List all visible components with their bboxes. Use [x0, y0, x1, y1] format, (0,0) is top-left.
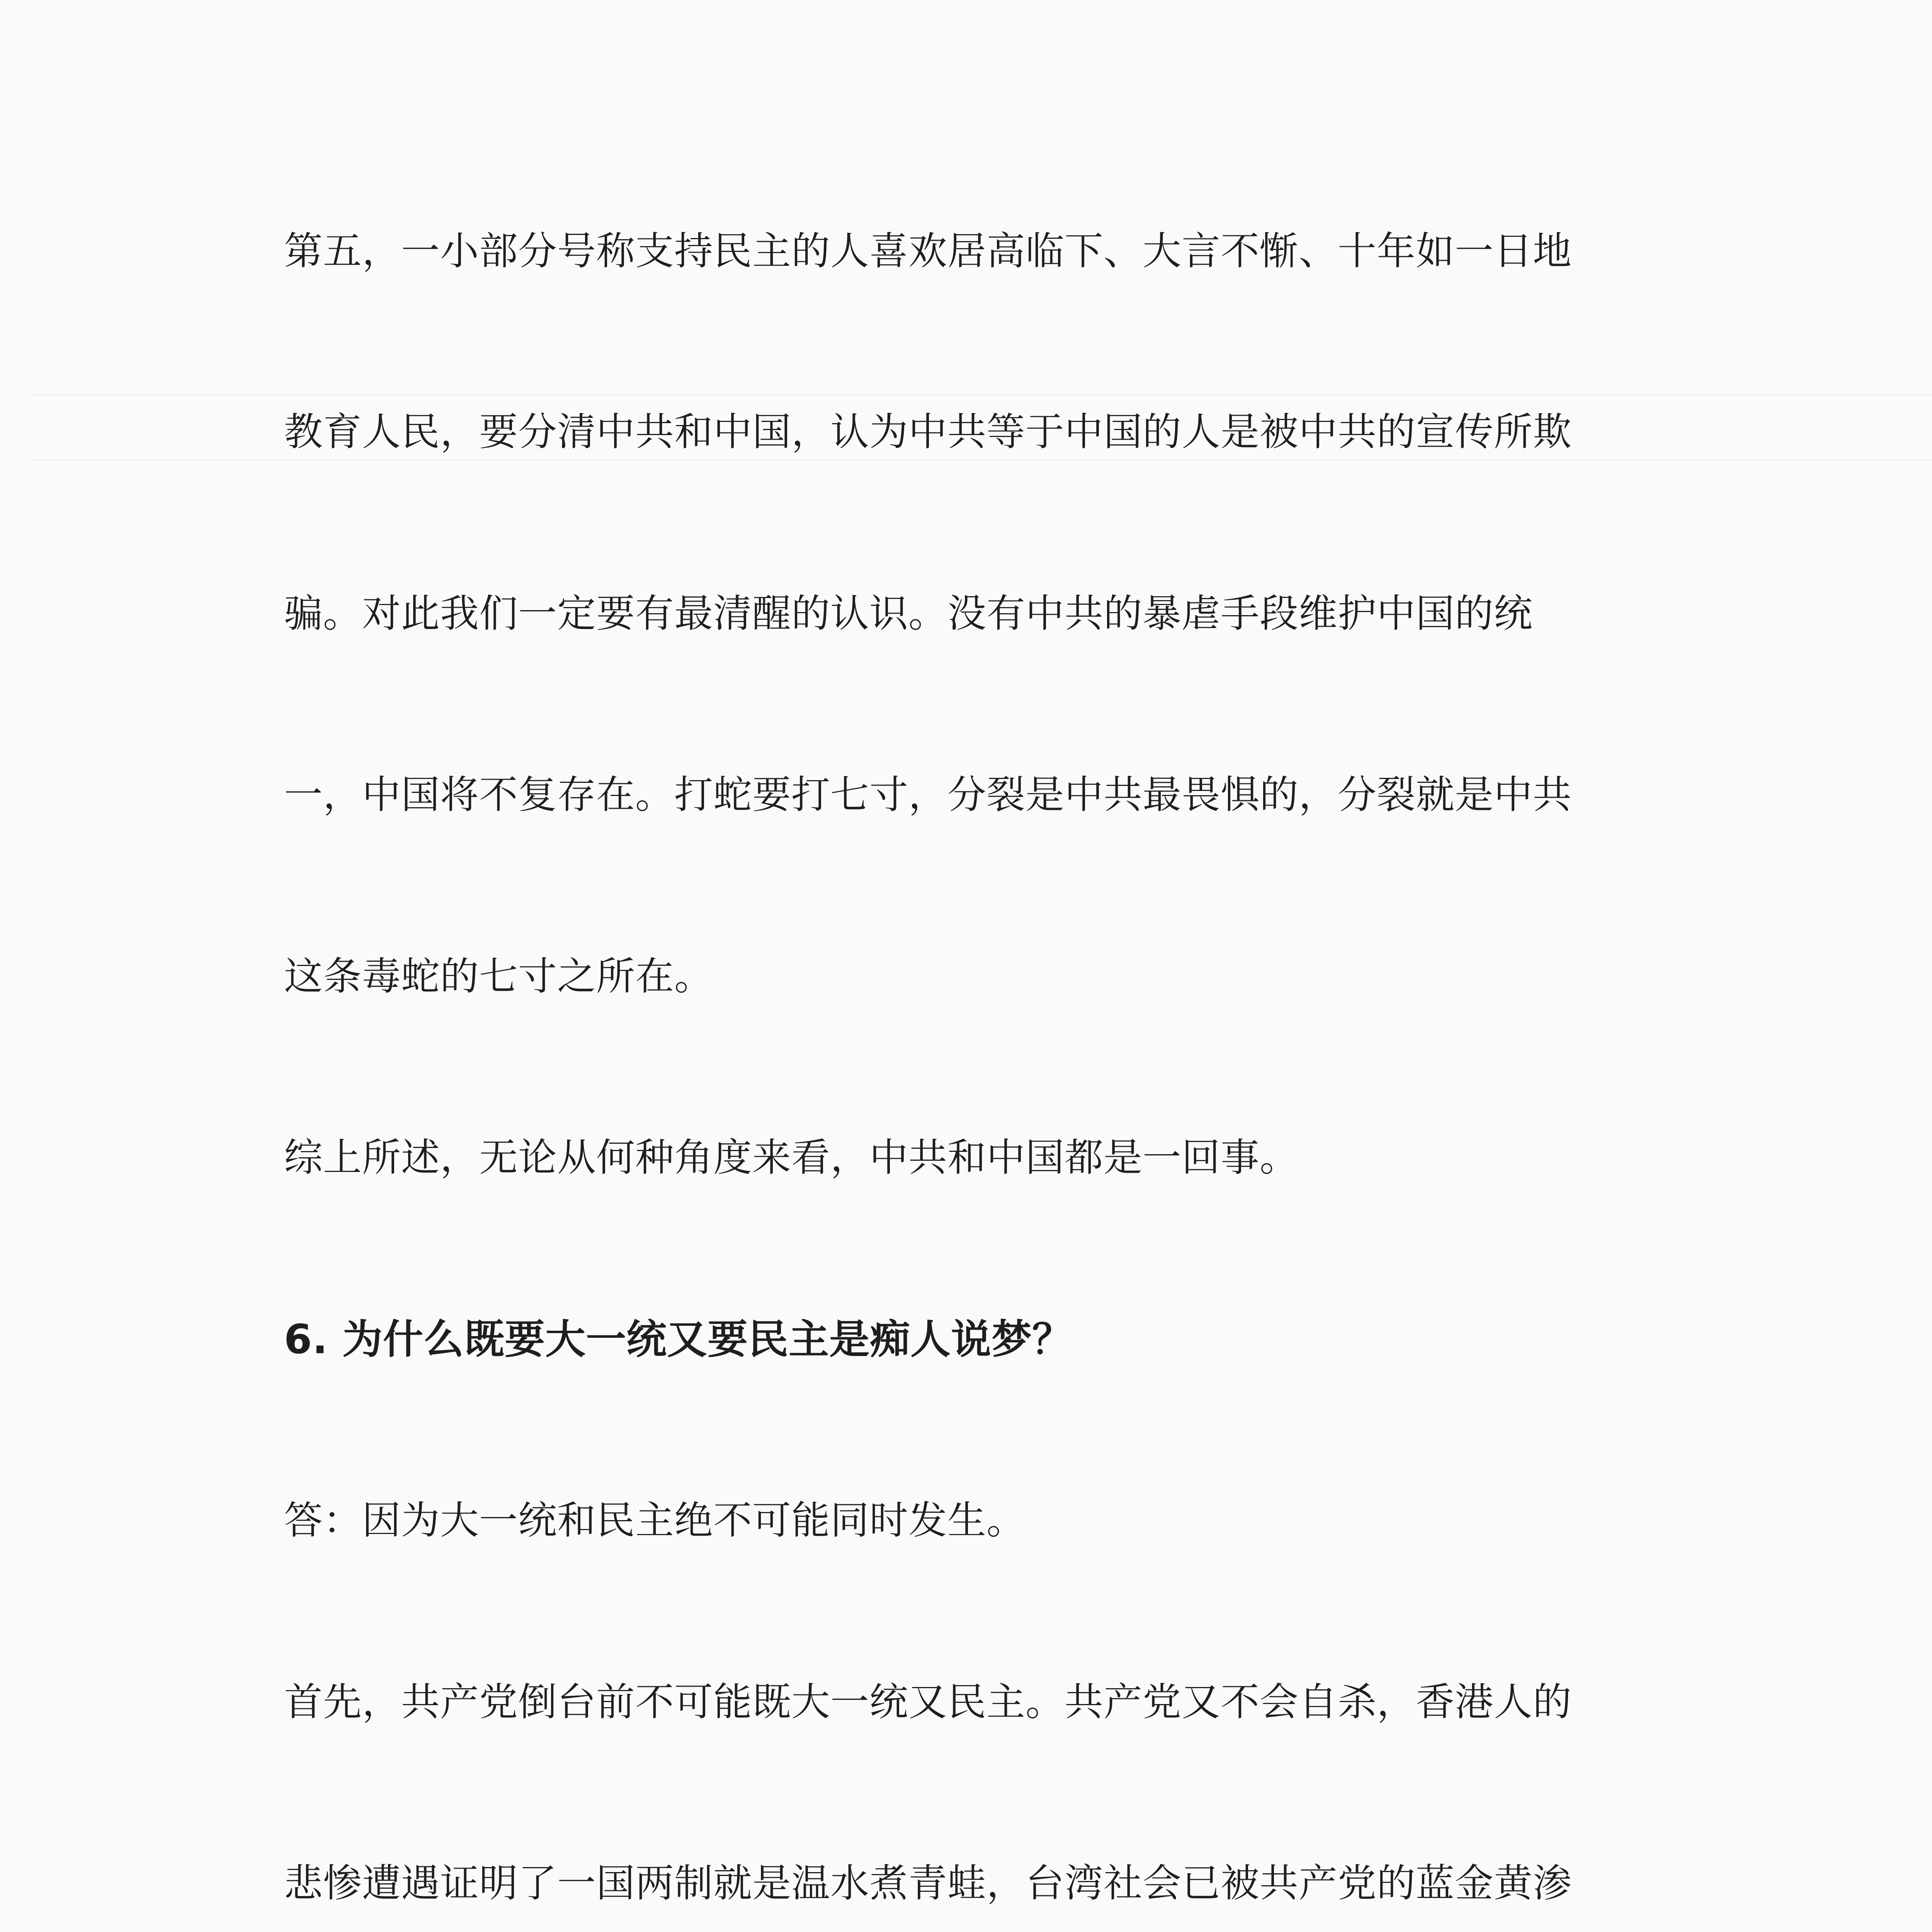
body-text-line: 答：因为大一统和民主绝不可能同时发生。 [284, 1498, 1026, 1543]
body-text-line: 一，中国将不复存在。打蛇要打七寸，分裂是中共最畏惧的，分裂就是中共 [284, 772, 1572, 817]
section-heading: 6. 为什么既要大一统又要民主是痴人说梦？ [284, 1316, 1073, 1363]
body-text-line: 综上所述，无论从何种角度来看，中共和中国都是一回事。 [284, 1135, 1299, 1180]
body-text-line: 这条毒蛇的七寸之所在。 [284, 954, 713, 999]
body-text-line: 首先，共产党倒台前不可能既大一统又民主。共产党又不会自杀，香港人的 [284, 1679, 1572, 1725]
body-text-line: 教育人民，要分清中共和中国，认为中共等于中国的人是被中共的宣传所欺 [284, 409, 1572, 454]
scan-artifact-line [31, 394, 1932, 395]
body-text-line: 第五，一小部分号称支持民主的人喜欢居高临下、大言不惭、十年如一日地 [284, 228, 1572, 274]
body-text-line: 骗。对此我们一定要有最清醒的认识。没有中共的暴虐手段维护中国的统 [284, 591, 1533, 636]
scan-artifact-line [31, 460, 1932, 461]
body-text-line: 悲惨遭遇证明了一国两制就是温水煮青蛙，台湾社会已被共产党的蓝金黄渗 [284, 1861, 1572, 1906]
